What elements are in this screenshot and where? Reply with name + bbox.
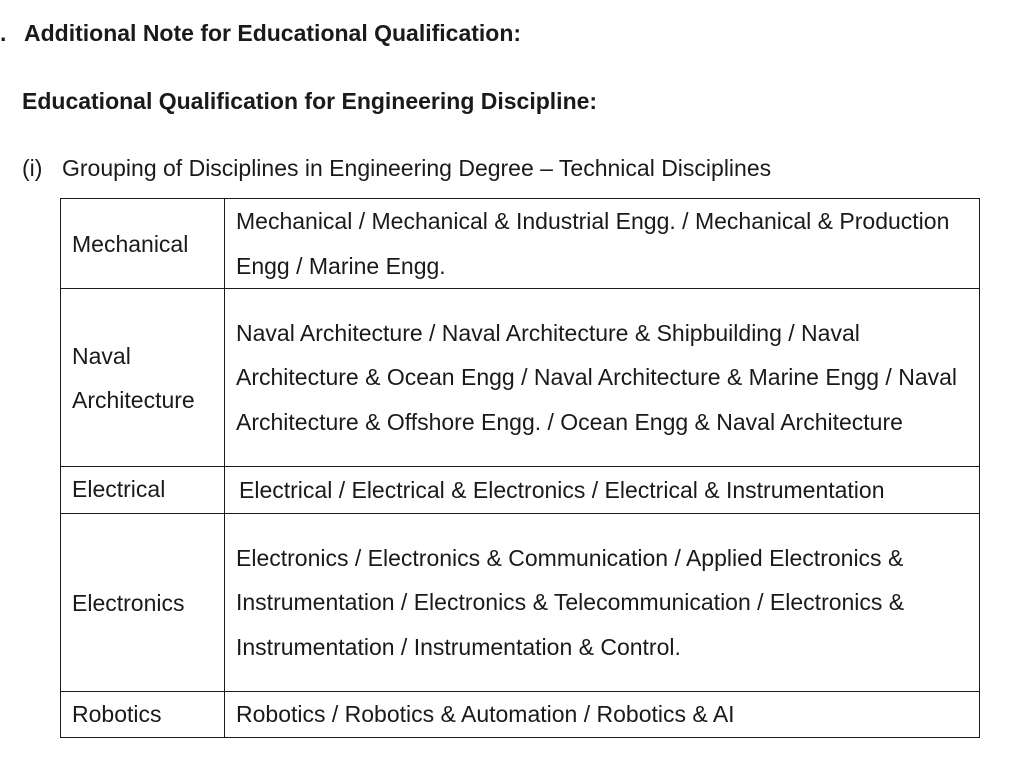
disciplines-text: Electronics / Electronics & Communication / Applied Electronics & Instrumentation / Electronics & Telecommunication / Electronics & Instrumentation / Instrumentation & Control.: [236, 544, 905, 660]
disciplines-text: Robotics / Robotics & Automation / Robotics & AI: [236, 701, 735, 728]
disciplines-text: Electrical / Electrical & Electronics / Electrical & Instrumentation: [239, 476, 885, 503]
group-label: Mechanical: [72, 230, 189, 257]
group-label: Electrical: [72, 476, 166, 502]
section-number: (i): [22, 155, 43, 181]
table-row: [61, 692, 980, 738]
disciplines-cell: [225, 692, 980, 738]
disciplines-text: Naval Architecture / Naval Architecture & Shipbuilding / Naval Architecture & Ocean Engg / Naval Architecture & Marine Engg / Naval Architecture & Offshore Engg. / Ocean Engg & Naval Architecture: [236, 319, 958, 435]
table-row: [61, 289, 980, 467]
table-row: [61, 514, 980, 692]
section-heading: [22, 157, 771, 180]
group-cell: [61, 692, 225, 738]
group-cell: [61, 514, 225, 692]
group-label: Electronics: [72, 589, 185, 616]
group-cell: [61, 467, 225, 514]
disciplines-cell: [225, 467, 980, 514]
disciplines-text: Mechanical / Mechanical & Industrial Engg. / Mechanical & Production Engg / Marine Engg.: [236, 208, 950, 279]
disciplines-cell: [225, 289, 980, 467]
note-number: .: [0, 20, 7, 46]
disciplines-cell: [225, 199, 980, 289]
note-heading: Additional Note for Educational Qualification:: [24, 20, 522, 46]
group-cell: [61, 289, 225, 467]
section-title: Grouping of Disciplines in Engineering Degree – Technical Disciplines: [62, 155, 772, 181]
group-label: Robotics: [72, 701, 162, 727]
discipline-grouping-table: [60, 198, 980, 738]
disciplines-cell: [225, 514, 980, 692]
group-label: Naval Architecture: [72, 342, 195, 413]
table-row: [61, 467, 980, 514]
table-row: [61, 199, 980, 289]
engineering-qualification-heading: Educational Qualification for Engineering Discipline:: [22, 88, 598, 114]
group-cell: [61, 199, 225, 289]
